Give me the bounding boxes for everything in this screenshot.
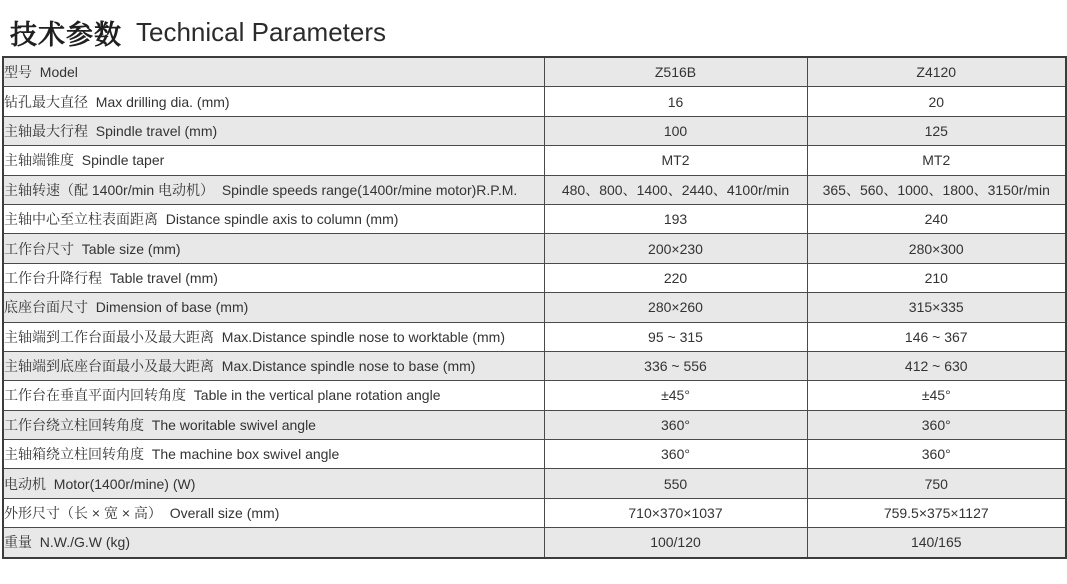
page-title-english: Technical Parameters (136, 16, 386, 47)
table-row (3, 322, 1066, 351)
table-row (3, 116, 1066, 145)
table-row (3, 204, 1066, 233)
row-label: 工作台在垂直平面内回转角度 Table in the vertical plane rotation angle (3, 381, 544, 410)
cell-z516b: 360° (544, 410, 807, 439)
cell-z516b: 16 (544, 87, 807, 116)
row-label: 工作台绕立柱回转角度 The woritable swivel angle (3, 410, 544, 439)
column-header-z516b: Z516B (544, 57, 807, 87)
cell-z516b: 100/120 (544, 528, 807, 558)
cell-z4120: 365、560、1000、1800、3150r/min (807, 175, 1066, 204)
cell-z4120: 210 (807, 263, 1066, 292)
row-label: 底座台面尺寸 Dimension of base (mm) (3, 293, 544, 322)
row-label: 主轴转速（配 1400r/min 电动机） Spindle speeds range(1400r/mine motor)R.P.M. (3, 175, 544, 204)
cell-z4120: 280×300 (807, 234, 1066, 263)
cell-z4120: MT2 (807, 146, 1066, 175)
table-row (3, 381, 1066, 410)
cell-z516b: MT2 (544, 146, 807, 175)
cell-z4120: 360° (807, 440, 1066, 469)
table-row (3, 234, 1066, 263)
row-label: 主轴端锥度 Spindle taper (3, 146, 544, 175)
cell-z4120: 412 ~ 630 (807, 351, 1066, 380)
cell-z4120: 146 ~ 367 (807, 322, 1066, 351)
row-label: 工作台尺寸 Table size (mm) (3, 234, 544, 263)
table-row (3, 263, 1066, 292)
cell-z4120: 750 (807, 469, 1066, 498)
table-row-model (3, 57, 1066, 87)
row-label: 型号 Model (3, 57, 544, 87)
table-row (3, 440, 1066, 469)
row-label: 外形尺寸（长 × 宽 × 高） Overall size (mm) (3, 498, 544, 527)
cell-z516b: 336 ~ 556 (544, 351, 807, 380)
row-label: 主轴箱绕立柱回转角度 The machine box swivel angle (3, 440, 544, 469)
row-label: 主轴端到工作台面最小及最大距离 Max.Distance spindle nose to worktable (mm) (3, 322, 544, 351)
page-title (0, 0, 1067, 56)
row-label: 电动机 Motor(1400r/mine) (W) (3, 469, 544, 498)
cell-z516b: 710×370×1037 (544, 498, 807, 527)
cell-z516b: ±45° (544, 381, 807, 410)
row-label: 主轴端到底座台面最小及最大距离 Max.Distance spindle nose to base (mm) (3, 351, 544, 380)
cell-z4120: 315×335 (807, 293, 1066, 322)
table-row (3, 87, 1066, 116)
cell-z516b: 200×230 (544, 234, 807, 263)
cell-z516b: 100 (544, 116, 807, 145)
cell-z4120: 20 (807, 87, 1066, 116)
cell-z516b: 360° (544, 440, 807, 469)
cell-z4120: ±45° (807, 381, 1066, 410)
cell-z4120: 125 (807, 116, 1066, 145)
row-label: 钻孔最大直径 Max drilling dia. (mm) (3, 87, 544, 116)
table-row (3, 528, 1066, 558)
cell-z4120: 140/165 (807, 528, 1066, 558)
cell-z516b: 193 (544, 204, 807, 233)
cell-z516b: 480、800、1400、2440、4100r/min (544, 175, 807, 204)
cell-z516b: 550 (544, 469, 807, 498)
cell-z4120: 360° (807, 410, 1066, 439)
cell-z516b: 95 ~ 315 (544, 322, 807, 351)
table-row (3, 410, 1066, 439)
column-header-z4120: Z4120 (807, 57, 1066, 87)
row-label: 主轴中心至立柱表面距离 Distance spindle axis to column (mm) (3, 204, 544, 233)
cell-z516b: 220 (544, 263, 807, 292)
cell-z516b: 280×260 (544, 293, 807, 322)
row-label: 重量 N.W./G.W (kg) (3, 528, 544, 558)
row-label: 主轴最大行程 Spindle travel (mm) (3, 116, 544, 145)
table-row (3, 469, 1066, 498)
cell-z4120: 759.5×375×1127 (807, 498, 1066, 527)
cell-z4120: 240 (807, 204, 1066, 233)
table-row (3, 175, 1066, 204)
technical-parameters-table (2, 56, 1067, 559)
row-label: 工作台升降行程 Table travel (mm) (3, 263, 544, 292)
table-row (3, 293, 1066, 322)
table-row (3, 351, 1066, 380)
table-row (3, 498, 1066, 527)
table-row (3, 146, 1066, 175)
page-title-chinese: 技术参数 (10, 19, 122, 50)
